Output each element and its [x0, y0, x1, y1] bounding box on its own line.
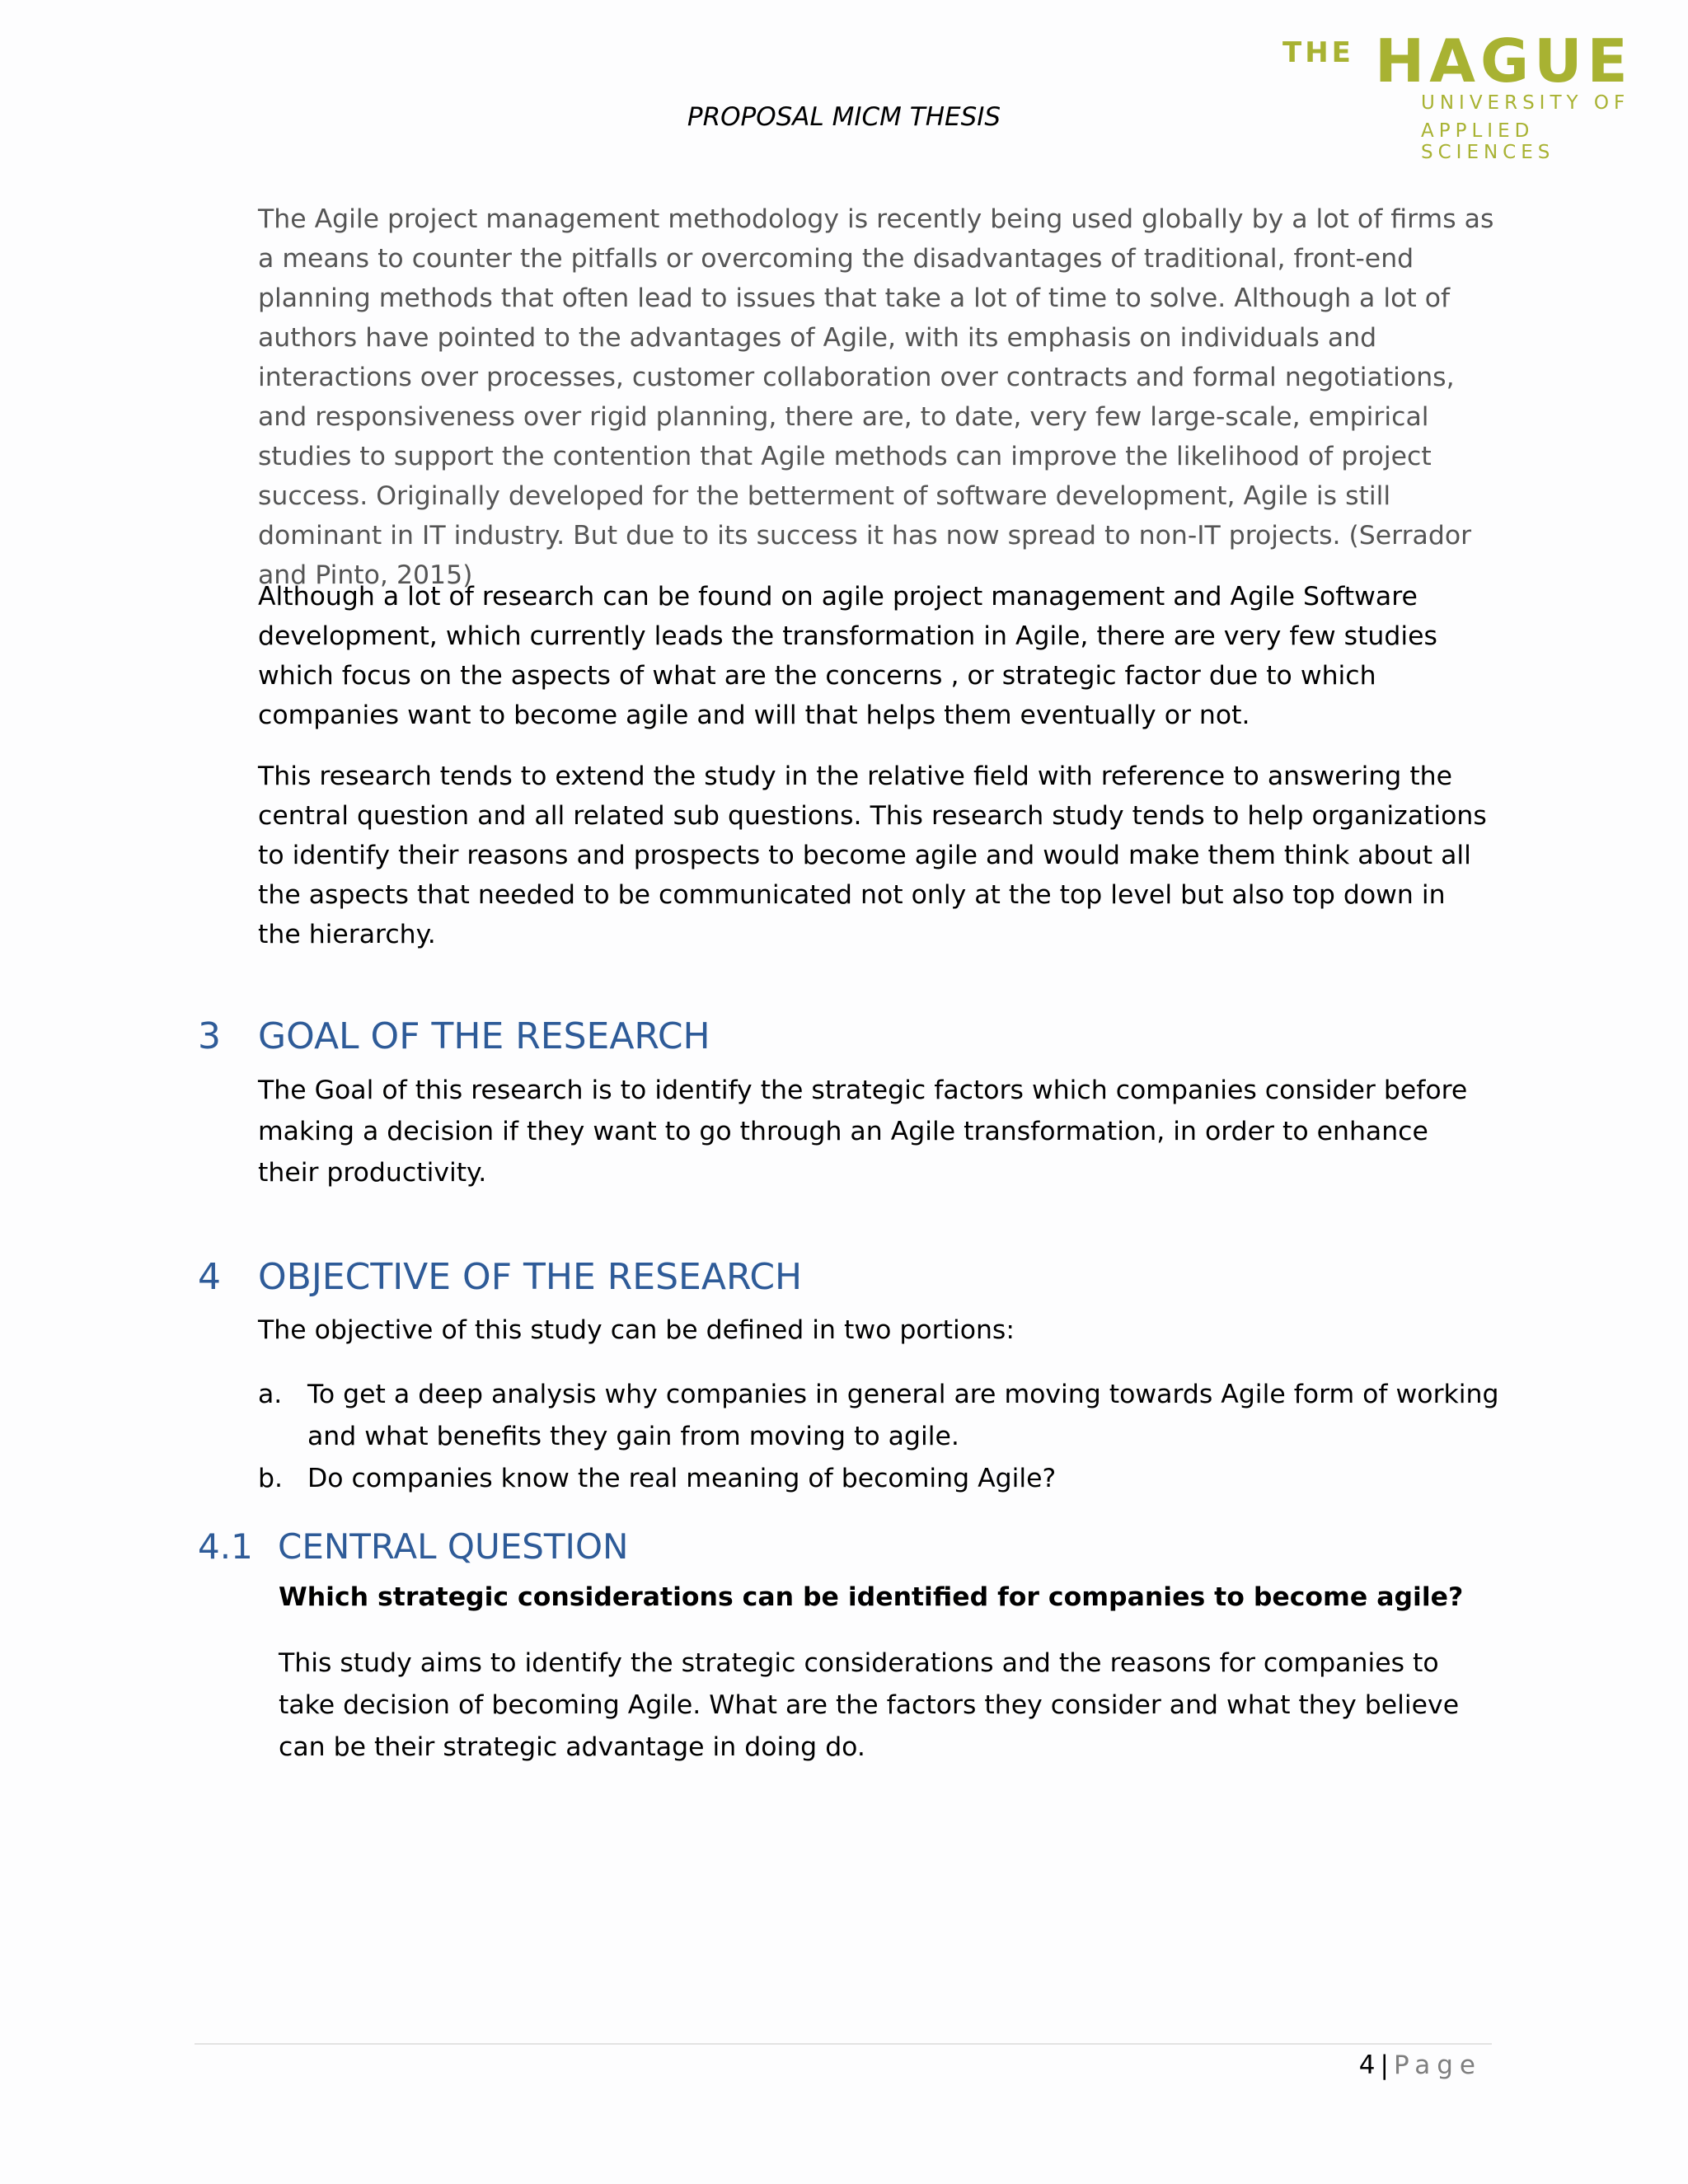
page-label: Page — [1393, 2050, 1482, 2080]
section-4-1-body: This study aims to identify the strategic considerations and the reasons for companies to take decision of becoming Agile. What are the factors they consider and what they believe can be their strategic advantage in doing do. — [279, 1648, 1460, 1762]
list-marker: b. — [258, 1464, 284, 1493]
running-header: PROPOSAL MICM THESIS — [687, 102, 1001, 132]
footer-divider — [195, 2043, 1492, 2045]
section-4-title: OBJECTIVE OF THE RESEARCH — [258, 1256, 803, 1298]
list-text: To get a deep analysis why companies in general are moving towards Agile form of working and what benefits they gain from moving to agile. — [307, 1380, 1499, 1451]
section-4-number: 4 — [198, 1256, 221, 1298]
central-question: Which strategic considerations can be identified for companies to become agile? — [279, 1582, 1464, 1612]
section-4-1-title: CENTRAL QUESTION — [278, 1526, 629, 1567]
paragraph-research-scope: This research tends to extend the study in the relative field with reference to answering the central question and all related sub questions. This research study tends to help organizations to identify their reasons and prospects to become agile and would make them think about all the aspects that needed to be communicated not only at the top level but also top down in the hierarchy. — [258, 762, 1487, 949]
section-4-intro: The objective of this study can be defined in two portions: — [258, 1315, 1015, 1345]
page-footer — [1359, 2050, 1482, 2080]
list-marker: a. — [258, 1380, 283, 1409]
list-item — [258, 1458, 1527, 1500]
footer-separator: | — [1380, 2050, 1389, 2080]
logo-hague: HAGUE — [1375, 26, 1633, 96]
section-4-heading — [198, 1256, 1434, 1302]
logo-line2: APPLIED SCIENCES — [1421, 120, 1555, 163]
section-4-1-number: 4.1 — [198, 1526, 253, 1567]
university-logo — [1282, 26, 1662, 163]
list-text: Do companies know the real meaning of becoming Agile? — [307, 1464, 1057, 1493]
paragraph-intro: The Agile project management methodology is recently being used globally by a lot of firms as a means to counter the pitfalls or overcoming the disadvantages of traditional, front-end planning methods that often lead to issues that take a lot of time to solve. Although a lot of authors have pointed to the advantages of Agile, with its emphasis on individuals and interactions over processes, customer collaboration over contracts and formal negotiations, and responsiveness over rigid planning, there are, to date, very few large-scale, empirical studies to support the contention that Agile methods can improve the likelihood of project success. Originally developed for the betterment of software development, Agile is still dominant in IT industry. But due to its success it has now spread to non-IT projects. (Serrador and Pinto, 2015) — [258, 204, 1494, 590]
section-4-1-heading — [198, 1526, 1434, 1572]
paragraph-research-gap: Although a lot of research can be found on agile project management and Agile Software development, which currently leads the transformation in Agile, there are very few studies which focus on the aspects of what are the concerns , or strategic factor due to which companies want to become agile and will that helps them eventually or not. — [258, 582, 1437, 730]
list-item — [258, 1374, 1527, 1458]
page-number: 4 — [1358, 2050, 1376, 2080]
section-3-number: 3 — [198, 1015, 221, 1057]
section-3-heading — [198, 1015, 1434, 1062]
section-3-body: The Goal of this research is to identify the strategic factors which companies consider before making a decision if they want to go through an Agile transformation, in order to enhance their productivity. — [258, 1076, 1468, 1188]
logo-the: THE — [1282, 36, 1354, 69]
section-3-title: GOAL OF THE RESEARCH — [258, 1015, 710, 1057]
logo-line1: UNIVERSITY OF — [1421, 92, 1630, 114]
